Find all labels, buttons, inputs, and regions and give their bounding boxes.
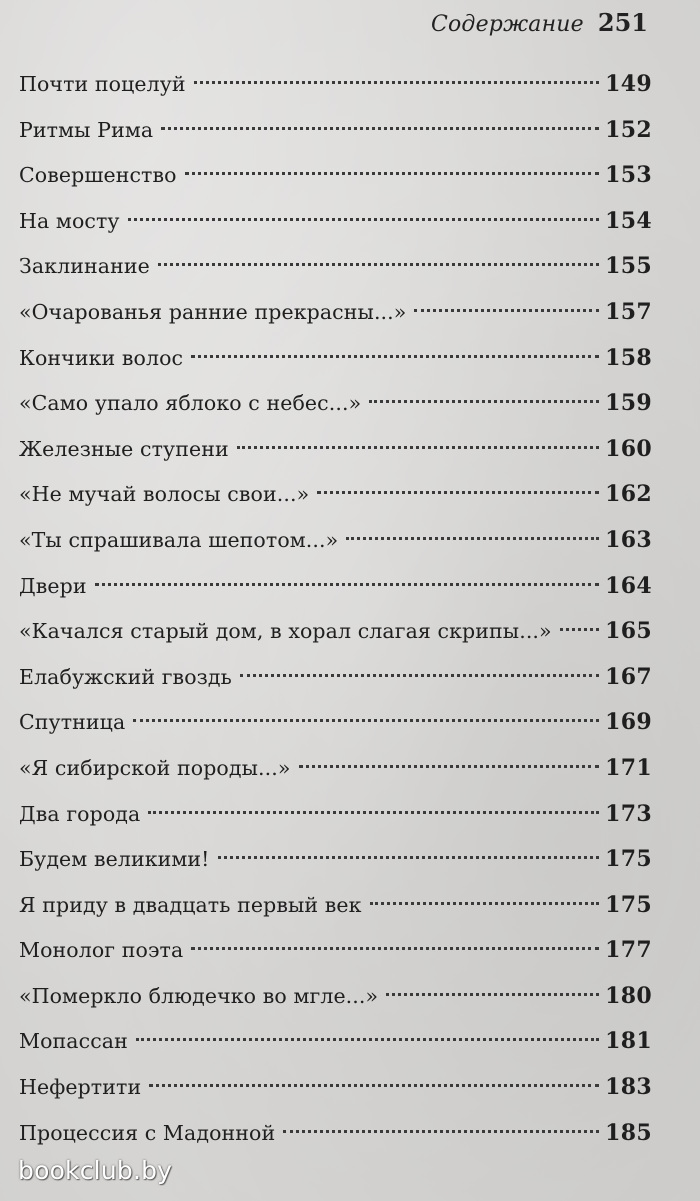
toc-entry-title: Монолог поэта — [19, 938, 184, 963]
dot-leader — [191, 355, 599, 358]
toc-entry — [19, 199, 652, 245]
toc-entry-title: «Само упало яблоко с небес...» — [19, 391, 362, 416]
toc-entry-page: 158 — [605, 344, 652, 371]
toc-entry-page: 154 — [605, 207, 652, 234]
watermark: bookclub.by — [18, 1156, 173, 1185]
dot-leader — [237, 446, 599, 449]
toc-entry — [19, 62, 652, 108]
toc-entry-title: Совершенство — [19, 163, 177, 188]
toc-entry — [19, 381, 652, 427]
toc-entry — [19, 700, 652, 746]
toc-entry — [19, 153, 652, 199]
toc-entry-title: Будем великими! — [19, 847, 210, 872]
toc-entry-title: Елабужский гвоздь — [19, 664, 232, 689]
dot-leader — [560, 628, 599, 631]
toc-entry-page: 162 — [605, 481, 652, 508]
dot-leader — [370, 902, 600, 905]
toc-entry-title: «Не мучай волосы свои...» — [19, 482, 310, 507]
toc-entry — [19, 1111, 652, 1157]
dot-leader — [148, 811, 599, 814]
toc-entry — [19, 427, 652, 473]
dot-leader — [299, 765, 600, 768]
toc-entry — [19, 472, 652, 518]
running-head — [431, 8, 648, 37]
toc-entry-title: Спутница — [19, 710, 126, 735]
toc-entry-title: Заклинание — [19, 254, 150, 279]
dot-leader — [161, 127, 599, 130]
toc-entry — [19, 883, 652, 929]
toc-entry-page: 159 — [605, 390, 652, 417]
toc-entry-page: 181 — [605, 1028, 652, 1055]
dot-leader — [136, 1038, 599, 1041]
toc-entry-title: «Качался старый дом, в хорал слагая скрипы...» — [19, 619, 552, 644]
toc-entry — [19, 336, 652, 382]
toc-entry-title: Почти поцелуй — [19, 72, 186, 96]
toc-entry-title: Ритмы Рима — [19, 117, 154, 142]
dot-leader — [128, 218, 600, 221]
toc-entry — [19, 1019, 652, 1065]
toc-entry-title: Два города — [19, 801, 141, 826]
toc-entry-page: 171 — [605, 754, 652, 781]
toc-entry-page: 160 — [605, 435, 652, 462]
toc-entry-title: Нефертити — [19, 1075, 142, 1100]
dot-leader — [317, 491, 599, 494]
toc-entry — [19, 1065, 652, 1111]
toc-entry — [19, 290, 652, 336]
toc-entry-title: Двери — [19, 573, 87, 598]
dot-leader — [283, 1130, 599, 1133]
toc-entry-page: 163 — [605, 526, 652, 553]
section-title: Содержание — [430, 12, 584, 37]
toc-entry-page: 155 — [605, 253, 652, 280]
toc-entry — [19, 837, 652, 883]
toc-entry-page: 177 — [605, 937, 652, 964]
table-of-contents — [19, 62, 652, 1156]
toc-entry-page: 169 — [605, 709, 652, 736]
toc-entry-page: 185 — [605, 1119, 652, 1146]
toc-entry-page: 164 — [605, 572, 652, 599]
toc-entry — [19, 792, 652, 838]
dot-leader — [185, 172, 600, 175]
toc-entry — [19, 564, 652, 610]
dot-leader — [346, 537, 599, 540]
toc-entry — [19, 518, 652, 564]
toc-entry-page: 175 — [605, 891, 652, 918]
toc-entry-page: 153 — [605, 162, 652, 189]
toc-entry — [19, 244, 652, 290]
toc-entry-title: На мосту — [19, 208, 120, 233]
toc-entry-page: 167 — [605, 663, 652, 690]
toc-entry-page: 157 — [605, 298, 652, 325]
toc-entry-title: Мопассан — [19, 1029, 128, 1054]
page-number: 251 — [597, 8, 648, 37]
toc-entry — [19, 974, 652, 1020]
toc-entry-page: 165 — [605, 618, 652, 645]
toc-entry-title: Я приду в двадцать первый век — [19, 892, 362, 917]
toc-entry-page: 183 — [605, 1074, 652, 1101]
toc-entry-title: «Очарованья ранние прекрасны...» — [19, 299, 407, 324]
toc-entry-page: 173 — [605, 800, 652, 827]
toc-entry-title: Кончики волос — [19, 345, 184, 370]
dot-leader — [95, 583, 600, 586]
toc-entry — [19, 655, 652, 701]
dot-leader — [218, 856, 600, 859]
toc-entry-title: «Ты спрашивала шепотом...» — [19, 527, 339, 552]
dot-leader — [194, 81, 600, 84]
toc-entry-page: 180 — [605, 982, 652, 1009]
dot-leader — [133, 719, 599, 722]
toc-entry-title: Процессия с Мадонной — [19, 1120, 276, 1145]
toc-entry-page: 149 — [605, 71, 652, 97]
dot-leader — [158, 263, 599, 266]
toc-entry — [19, 108, 652, 154]
toc-entry — [19, 609, 652, 655]
toc-entry-title: «Я сибирской породы...» — [19, 755, 291, 780]
toc-entry-title: Железные ступени — [19, 436, 229, 461]
toc-entry — [19, 746, 652, 792]
dot-leader — [369, 400, 599, 403]
dot-leader — [386, 993, 599, 996]
toc-entry — [19, 928, 652, 974]
toc-entry-page: 152 — [605, 116, 652, 143]
dot-leader — [414, 309, 599, 312]
dot-leader — [191, 947, 599, 950]
dot-leader — [240, 674, 599, 677]
toc-entry-title: «Померкло блюдечко во мгле...» — [19, 983, 379, 1008]
toc-entry-page: 175 — [605, 846, 652, 873]
dot-leader — [149, 1084, 599, 1087]
